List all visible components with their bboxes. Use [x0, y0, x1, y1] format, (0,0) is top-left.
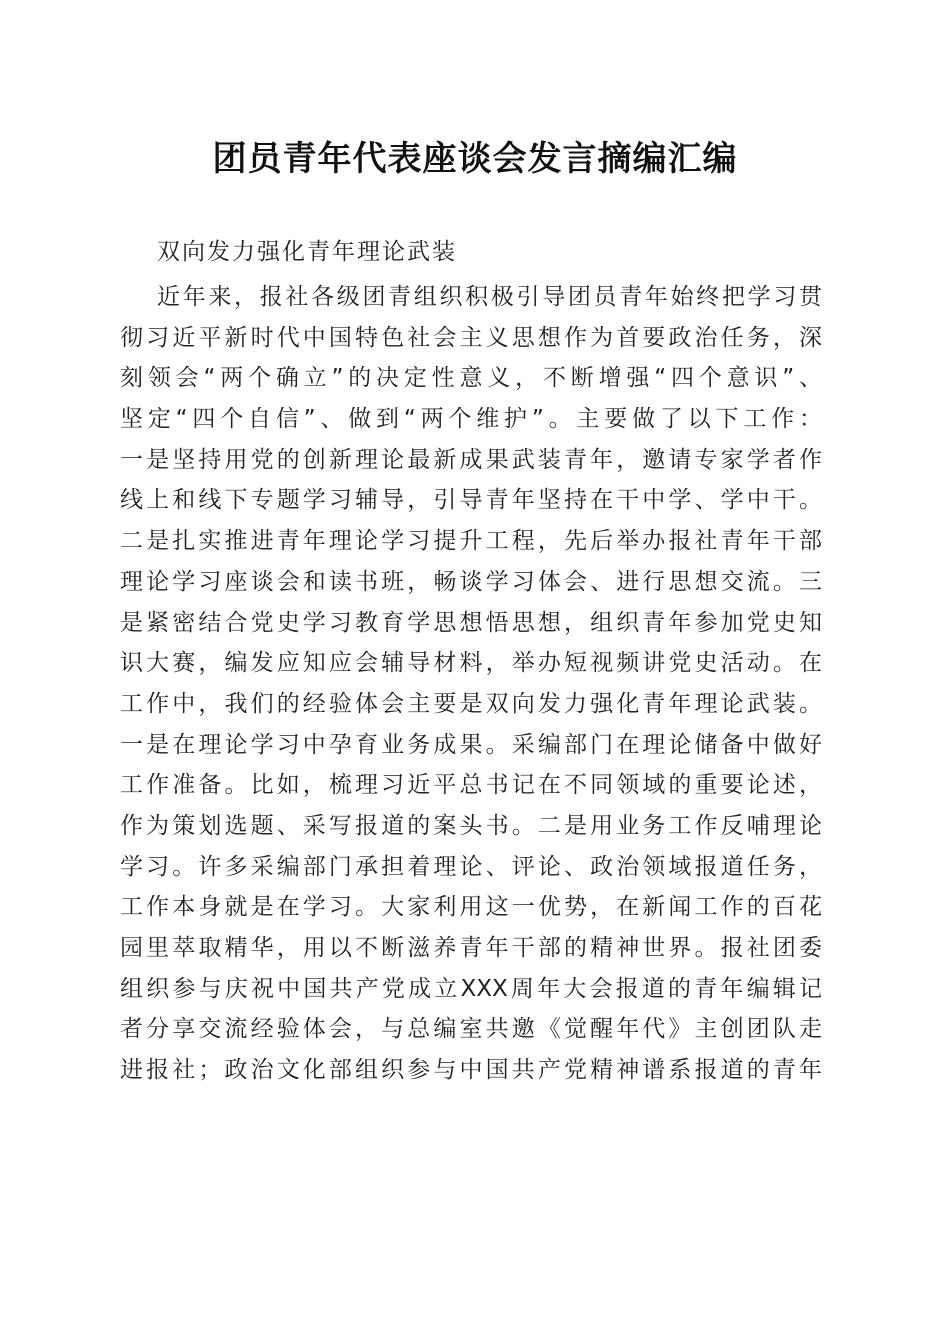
- paragraph-line: 是紧密结合党史学习教育学思想悟思想，组织青年参加党史知: [120, 609, 822, 636]
- paragraph-line: 坚定“四个自信”、做到“两个维护”。主要做了以下工作：: [120, 406, 822, 433]
- paragraph-line: 二是扎实推进青年理论学习提升工程，先后举办报社青年干部: [120, 528, 822, 555]
- paragraph-line: 理论学习座谈会和读书班，畅谈学习体会、进行思想交流。三: [120, 568, 822, 595]
- paragraph-line: 工作准备。比如，梳理习近平总书记在不同领域的重要论述，: [120, 772, 822, 799]
- paragraph-line: 工作本身就是在学习。大家利用这一优势，在新闻工作的百花: [120, 894, 822, 921]
- paragraph-line: 组织参与庆祝中国共产党成立XXX周年大会报道的青年编辑记: [120, 975, 822, 1002]
- body-paragraph: [120, 277, 822, 1091]
- paragraph-line: 作为策划选题、采写报道的案头书。二是用业务工作反哺理论: [120, 812, 822, 839]
- paragraph-line: 者分享交流经验体会，与总编室共邀《觉醒年代》主创团队走: [120, 1016, 822, 1043]
- paragraph-line: 一是在理论学习中孕育业务成果。采编部门在理论储备中做好: [120, 731, 822, 758]
- document-title: 团员青年代表座谈会发言摘编汇编: [212, 139, 738, 179]
- section-heading: 双向发力强化青年理论武装: [157, 239, 457, 265]
- paragraph-line: 彻习近平新时代中国特色社会主义思想作为首要政治任务，深: [120, 324, 822, 351]
- paragraph-line: 工作中，我们的经验体会主要是双向发力强化青年理论武装。: [120, 690, 822, 717]
- paragraph-line: 学习。许多采编部门承担着理论、评论、政治领域报道任务，: [120, 853, 822, 880]
- paragraph-line: 园里萃取精华，用以不断滋养青年干部的精神世界。报社团委: [120, 935, 822, 961]
- paragraph-line: 刻领会“两个确立”的决定性意义，不断增强“四个意识”、: [120, 365, 822, 392]
- paragraph-line: 近年来，报社各级团青组织积极引导团员青年始终把学习贯: [157, 284, 822, 310]
- paragraph-line: 进报社；政治文化部组织参与中国共产党精神谱系报道的青年: [120, 1057, 822, 1084]
- paragraph-line: 一是坚持用党的创新理论最新成果武装青年，邀请专家学者作: [120, 446, 822, 473]
- paragraph-line: 识大赛，编发应知应会辅导材料，举办短视频讲党史活动。在: [120, 650, 822, 677]
- paragraph-line: 线上和线下专题学习辅导，引导青年坚持在干中学、学中干。: [120, 487, 822, 514]
